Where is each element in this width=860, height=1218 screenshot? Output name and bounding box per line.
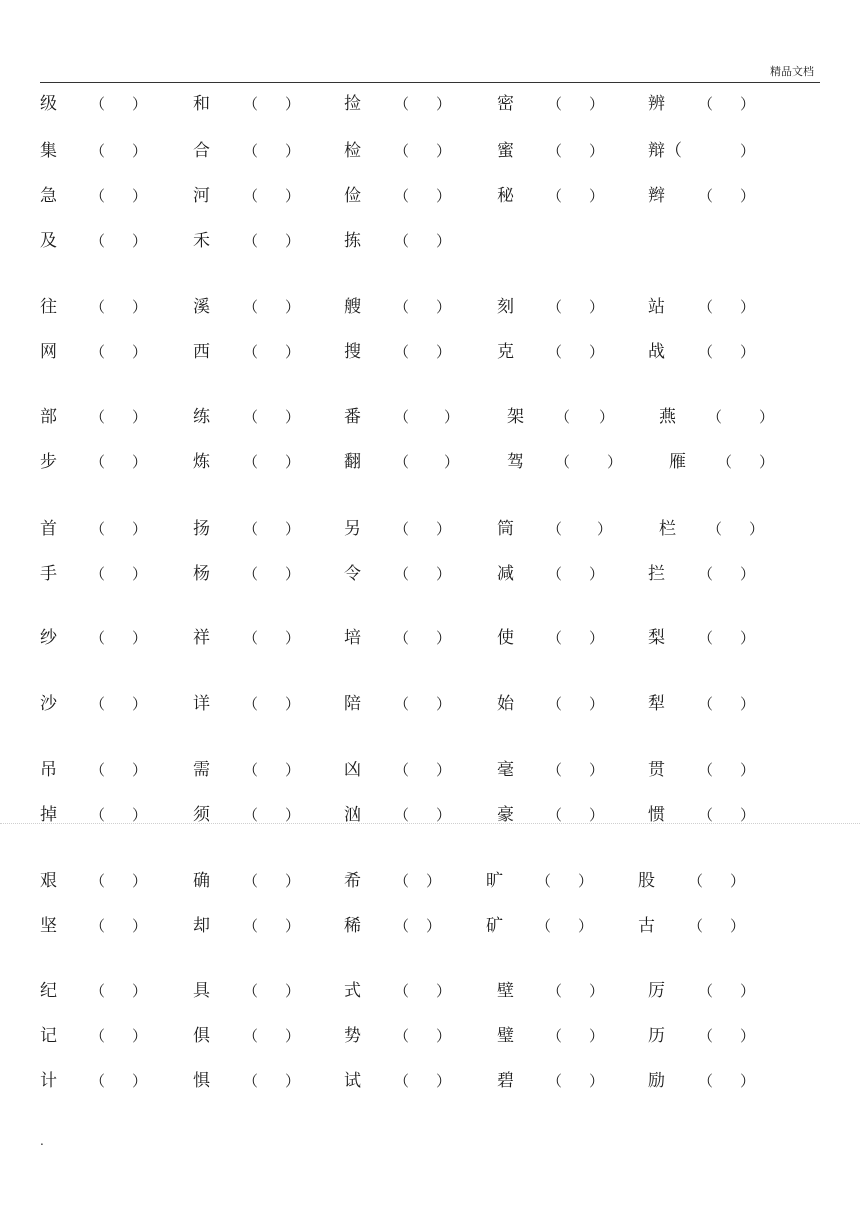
answer-blank-close: ） <box>749 520 765 538</box>
character-label: 筒 <box>497 519 514 539</box>
character-label: 需 <box>193 760 210 780</box>
answer-blank-open: （ <box>698 187 714 205</box>
answer-blank-open: （ <box>555 453 571 471</box>
character-label: 首 <box>40 519 57 539</box>
answer-blank-close: ） <box>436 298 452 316</box>
answer-blank-open: （ <box>243 408 259 426</box>
answer-blank-close: ） <box>132 629 148 647</box>
character-label: 历 <box>648 1026 665 1046</box>
answer-blank-open: （ <box>394 1072 410 1090</box>
answer-blank-open: （ <box>707 520 723 538</box>
answer-blank-open: （ <box>688 872 704 890</box>
answer-blank-close: ） <box>578 872 594 890</box>
character-label: 雁 <box>669 452 686 472</box>
answer-blank-close: ） <box>285 806 301 824</box>
answer-blank-open: （ <box>90 629 106 647</box>
answer-blank-close: ） <box>285 982 301 1000</box>
character-label: 惧 <box>193 1071 210 1091</box>
answer-blank-close: ） <box>285 917 301 935</box>
character-label: 梨 <box>648 628 665 648</box>
character-label: 战 <box>648 342 665 362</box>
character-label: 另 <box>344 519 361 539</box>
answer-blank-close: ） <box>759 408 775 426</box>
character-label: 稀 <box>344 916 361 936</box>
answer-blank-close: ） <box>436 343 452 361</box>
answer-blank-close: ） <box>740 565 756 583</box>
answer-blank-close: ） <box>285 298 301 316</box>
answer-blank-open: （ <box>698 1027 714 1045</box>
character-label: 翻 <box>344 452 361 472</box>
answer-blank-close: ） <box>132 232 148 250</box>
character-label: 令 <box>344 564 361 584</box>
answer-blank-close: ） <box>132 565 148 583</box>
answer-blank-open: （ <box>243 520 259 538</box>
answer-blank-close: ） <box>740 629 756 647</box>
answer-blank-close: ） <box>578 917 594 935</box>
answer-blank-open: （ <box>90 520 106 538</box>
character-label: 却 <box>193 916 210 936</box>
answer-blank-close: ） <box>285 142 301 160</box>
answer-blank-close: ） <box>740 298 756 316</box>
character-label: 沙 <box>40 694 57 714</box>
character-label: 璧 <box>497 1026 514 1046</box>
answer-blank-open: （ <box>547 343 563 361</box>
character-label: 拦 <box>648 564 665 584</box>
answer-blank-open: （ <box>90 453 106 471</box>
worksheet-row <box>0 869 860 893</box>
worksheet-row <box>0 914 860 938</box>
answer-blank-close: ） <box>589 982 605 1000</box>
answer-blank-open: （ <box>547 565 563 583</box>
worksheet-row <box>0 692 860 716</box>
character-label: 杨 <box>193 564 210 584</box>
answer-blank-close: ） <box>730 872 746 890</box>
answer-blank-open: （ <box>698 982 714 1000</box>
character-label: 艰 <box>40 871 57 891</box>
answer-blank-open: （ <box>90 408 106 426</box>
character-label: 架 <box>507 407 524 427</box>
answer-blank-close: ） <box>436 1027 452 1045</box>
answer-blank-open: （ <box>394 343 410 361</box>
character-label: 详 <box>193 694 210 714</box>
answer-blank-open: （ <box>90 142 106 160</box>
character-label: 须 <box>193 805 210 825</box>
character-label: 级 <box>40 94 57 114</box>
answer-blank-open: （ <box>717 453 733 471</box>
answer-blank-open: （ <box>698 343 714 361</box>
answer-blank-open: （ <box>90 917 106 935</box>
answer-blank-close: ） <box>740 95 756 113</box>
character-label: 网 <box>40 342 57 362</box>
answer-blank-close: ） <box>132 343 148 361</box>
answer-blank-open: （ <box>394 1027 410 1045</box>
answer-blank-close: ） <box>132 1027 148 1045</box>
answer-blank-close: ） <box>759 453 775 471</box>
answer-blank-close: ） <box>285 520 301 538</box>
answer-blank-close: ） <box>285 629 301 647</box>
header-label: 精品文档 <box>770 65 814 78</box>
answer-blank-close: ） <box>285 343 301 361</box>
answer-blank-open: （ <box>698 298 714 316</box>
answer-blank-close: ） <box>132 1072 148 1090</box>
character-label: 扬 <box>193 519 210 539</box>
character-label: 确 <box>193 871 210 891</box>
answer-blank-close: ） <box>436 1072 452 1090</box>
answer-blank-open: （ <box>547 1072 563 1090</box>
answer-blank-close: ） <box>436 695 452 713</box>
answer-blank-close: ） <box>589 343 605 361</box>
answer-blank-close: ） <box>132 761 148 779</box>
answer-blank-close: ） <box>730 917 746 935</box>
answer-blank-close: ） <box>589 629 605 647</box>
character-label: 部 <box>40 407 57 427</box>
answer-blank-close: ） <box>285 1072 301 1090</box>
answer-blank-open: （ <box>90 343 106 361</box>
character-label: 拣 <box>344 231 361 251</box>
character-label: 河 <box>193 186 210 206</box>
character-label: 急 <box>40 186 57 206</box>
answer-blank-open: （ <box>547 806 563 824</box>
answer-blank-close: ） <box>436 982 452 1000</box>
character-label: 密 <box>497 94 514 114</box>
answer-blank-close: ） <box>589 695 605 713</box>
answer-blank-open: （ <box>90 565 106 583</box>
answer-blank-open: （ <box>698 629 714 647</box>
answer-blank-open: （ <box>243 232 259 250</box>
answer-blank-close: ） <box>436 565 452 583</box>
character-label: 纪 <box>40 981 57 1001</box>
answer-blank-open: （ <box>394 695 410 713</box>
answer-blank-open: （ <box>688 917 704 935</box>
answer-blank-close: ） <box>589 298 605 316</box>
answer-blank-open: （ <box>243 187 259 205</box>
answer-blank-open: （ <box>394 806 410 824</box>
worksheet-row <box>0 450 860 474</box>
answer-blank-close: ） <box>285 565 301 583</box>
answer-blank-open: （ <box>90 95 106 113</box>
answer-blank-open: （ <box>243 453 259 471</box>
character-label: 栏 <box>659 519 676 539</box>
character-label: 减 <box>497 564 514 584</box>
character-label: 记 <box>40 1026 57 1046</box>
character-label: 汹 <box>344 805 361 825</box>
answer-blank-open: （ <box>394 187 410 205</box>
answer-blank-close: ） <box>132 872 148 890</box>
character-label: 吊 <box>40 760 57 780</box>
answer-blank-open: （ <box>698 1072 714 1090</box>
answer-blank-open: （ <box>547 187 563 205</box>
answer-blank-close: ） <box>740 806 756 824</box>
answer-blank-open: （ <box>394 298 410 316</box>
answer-blank-open: （ <box>547 520 563 538</box>
answer-blank-close: ） <box>132 917 148 935</box>
answer-blank-open: （ <box>90 232 106 250</box>
worksheet-row <box>0 405 860 429</box>
answer-blank-close: ） <box>436 629 452 647</box>
character-label: 掉 <box>40 805 57 825</box>
character-label: 合 <box>193 141 210 161</box>
character-label: 站 <box>648 297 665 317</box>
character-label: 式 <box>344 981 361 1001</box>
answer-blank-open: （ <box>394 520 410 538</box>
answer-blank-open: （ <box>243 695 259 713</box>
answer-blank-close: ） <box>132 453 148 471</box>
character-label: 始 <box>497 694 514 714</box>
character-label: 具 <box>193 981 210 1001</box>
worksheet-row <box>0 184 860 208</box>
character-label: 培 <box>344 628 361 648</box>
character-label: 检 <box>344 141 361 161</box>
character-label: 驾 <box>507 452 524 472</box>
character-label: 股 <box>638 871 655 891</box>
footer-mark: . <box>40 1134 44 1148</box>
answer-blank-close: ） <box>436 232 452 250</box>
answer-blank-open: （ <box>394 629 410 647</box>
character-label: 燕 <box>659 407 676 427</box>
character-label: 豪 <box>497 805 514 825</box>
answer-blank-open: （ <box>555 408 571 426</box>
answer-blank-open: （ <box>243 982 259 1000</box>
character-label: 矿 <box>486 916 503 936</box>
answer-blank-close: ） <box>589 761 605 779</box>
answer-blank-close: ） <box>426 872 442 890</box>
answer-blank-close: ） <box>589 187 605 205</box>
answer-blank-close: ） <box>132 982 148 1000</box>
answer-blank-open: （ <box>243 761 259 779</box>
answer-blank-close: ） <box>285 95 301 113</box>
answer-blank-close: ） <box>589 142 605 160</box>
answer-blank-open: （ <box>243 872 259 890</box>
answer-blank-close: ） <box>589 1072 605 1090</box>
character-label: 祥 <box>193 628 210 648</box>
character-label: 毫 <box>497 760 514 780</box>
answer-blank-open: （ <box>547 982 563 1000</box>
answer-blank-close: ） <box>444 453 460 471</box>
character-label: 辩（ <box>648 141 682 161</box>
answer-blank-close: ） <box>285 408 301 426</box>
character-label: 陪 <box>344 694 361 714</box>
answer-blank-close: ） <box>436 761 452 779</box>
character-label: 碧 <box>497 1071 514 1091</box>
answer-blank-close: ） <box>285 187 301 205</box>
worksheet-row <box>0 979 860 1003</box>
worksheet-row <box>0 229 860 253</box>
answer-blank-open: （ <box>394 982 410 1000</box>
answer-blank-open: （ <box>394 453 410 471</box>
answer-blank-open: （ <box>394 565 410 583</box>
answer-blank-open: （ <box>243 95 259 113</box>
answer-blank-open: （ <box>547 95 563 113</box>
answer-blank-open: （ <box>90 1072 106 1090</box>
answer-blank-open: （ <box>547 695 563 713</box>
answer-blank-open: （ <box>698 95 714 113</box>
worksheet-row <box>0 803 860 824</box>
answer-blank-open: （ <box>547 761 563 779</box>
character-label: 往 <box>40 297 57 317</box>
character-label: 克 <box>497 342 514 362</box>
character-label: 试 <box>344 1071 361 1091</box>
answer-blank-close: ） <box>132 806 148 824</box>
character-label: 犁 <box>648 694 665 714</box>
character-label: 番 <box>344 407 361 427</box>
character-label: 贯 <box>648 760 665 780</box>
answer-blank-close: ） <box>132 95 148 113</box>
character-label: 势 <box>344 1026 361 1046</box>
character-label: 俭 <box>344 186 361 206</box>
answer-blank-close: ） <box>285 232 301 250</box>
answer-blank-open: （ <box>394 872 410 890</box>
answer-blank-open: （ <box>698 761 714 779</box>
character-label: 西 <box>193 342 210 362</box>
character-label: 刻 <box>497 297 514 317</box>
answer-blank-open: （ <box>394 917 410 935</box>
answer-blank-open: （ <box>243 298 259 316</box>
character-label: 秘 <box>497 186 514 206</box>
answer-blank-open: （ <box>90 872 106 890</box>
character-label: 计 <box>40 1071 57 1091</box>
answer-blank-close: ） <box>436 187 452 205</box>
character-label: 旷 <box>486 871 503 891</box>
answer-blank-open: （ <box>547 629 563 647</box>
character-label: 手 <box>40 564 57 584</box>
answer-blank-open: （ <box>698 806 714 824</box>
answer-blank-close: ） <box>597 520 613 538</box>
answer-blank-close: ） <box>607 453 623 471</box>
answer-blank-open: （ <box>90 187 106 205</box>
character-label: 古 <box>638 916 655 936</box>
character-label: 使 <box>497 628 514 648</box>
answer-blank-close: ） <box>740 695 756 713</box>
answer-blank-close: ） <box>589 565 605 583</box>
answer-blank-close: ） <box>740 187 756 205</box>
answer-blank-close: ） <box>436 95 452 113</box>
character-label: 搜 <box>344 342 361 362</box>
answer-blank-open: （ <box>698 695 714 713</box>
answer-blank-close: ） <box>285 872 301 890</box>
worksheet-row <box>0 758 860 782</box>
answer-blank-close: ） <box>589 806 605 824</box>
answer-blank-close: ） <box>436 806 452 824</box>
answer-blank-close: ） <box>740 761 756 779</box>
answer-blank-open: （ <box>90 982 106 1000</box>
worksheet-row <box>0 562 860 586</box>
character-label: 溪 <box>193 297 210 317</box>
answer-blank-open: （ <box>547 298 563 316</box>
answer-blank-close: ） <box>599 408 615 426</box>
answer-blank-open: （ <box>394 232 410 250</box>
character-label: 步 <box>40 452 57 472</box>
character-label: 厉 <box>648 981 665 1001</box>
answer-blank-close: ） <box>132 187 148 205</box>
answer-blank-close: ） <box>132 142 148 160</box>
character-label: 辫 <box>648 186 665 206</box>
answer-blank-close: ） <box>132 520 148 538</box>
answer-blank-open: （ <box>707 408 723 426</box>
answer-blank-open: （ <box>90 1027 106 1045</box>
character-label: 练 <box>193 407 210 427</box>
answer-blank-open: （ <box>243 917 259 935</box>
answer-blank-close: ） <box>740 142 756 160</box>
character-label: 禾 <box>193 231 210 251</box>
answer-blank-close: ） <box>132 695 148 713</box>
character-label: 壁 <box>497 981 514 1001</box>
worksheet-row <box>0 517 860 541</box>
answer-blank-close: ） <box>740 343 756 361</box>
answer-blank-close: ） <box>740 1072 756 1090</box>
character-label: 惯 <box>648 805 665 825</box>
answer-blank-open: （ <box>243 629 259 647</box>
answer-blank-open: （ <box>243 1027 259 1045</box>
answer-blank-close: ） <box>444 408 460 426</box>
answer-blank-close: ） <box>740 982 756 1000</box>
answer-blank-open: （ <box>536 872 552 890</box>
answer-blank-close: ） <box>285 453 301 471</box>
character-label: 励 <box>648 1071 665 1091</box>
character-label: 艘 <box>344 297 361 317</box>
answer-blank-close: ） <box>436 142 452 160</box>
answer-blank-open: （ <box>243 142 259 160</box>
answer-blank-open: （ <box>536 917 552 935</box>
answer-blank-open: （ <box>90 298 106 316</box>
character-label: 希 <box>344 871 361 891</box>
worksheet-row <box>0 626 860 650</box>
answer-blank-open: （ <box>243 806 259 824</box>
answer-blank-open: （ <box>698 565 714 583</box>
answer-blank-open: （ <box>394 761 410 779</box>
character-label: 俱 <box>193 1026 210 1046</box>
character-label: 炼 <box>193 452 210 472</box>
answer-blank-close: ） <box>426 917 442 935</box>
answer-blank-close: ） <box>589 1027 605 1045</box>
worksheet-row <box>0 92 860 116</box>
character-label: 纱 <box>40 628 57 648</box>
answer-blank-open: （ <box>243 343 259 361</box>
answer-blank-close: ） <box>132 408 148 426</box>
worksheet-row <box>0 1024 860 1048</box>
answer-blank-open: （ <box>90 806 106 824</box>
answer-blank-close: ） <box>285 695 301 713</box>
character-label: 坚 <box>40 916 57 936</box>
answer-blank-close: ） <box>589 95 605 113</box>
answer-blank-open: （ <box>243 1072 259 1090</box>
answer-blank-open: （ <box>394 408 410 426</box>
answer-blank-open: （ <box>243 565 259 583</box>
worksheet-row <box>0 139 860 163</box>
character-label: 凶 <box>344 760 361 780</box>
answer-blank-open: （ <box>90 761 106 779</box>
character-label: 蜜 <box>497 141 514 161</box>
worksheet-row <box>0 340 860 364</box>
answer-blank-close: ） <box>285 761 301 779</box>
answer-blank-open: （ <box>90 695 106 713</box>
character-label: 集 <box>40 141 57 161</box>
answer-blank-close: ） <box>285 1027 301 1045</box>
character-label: 捡 <box>344 94 361 114</box>
answer-blank-open: （ <box>394 142 410 160</box>
answer-blank-open: （ <box>547 142 563 160</box>
answer-blank-open: （ <box>394 95 410 113</box>
character-label: 和 <box>193 94 210 114</box>
answer-blank-close: ） <box>436 520 452 538</box>
answer-blank-open: （ <box>547 1027 563 1045</box>
character-label: 及 <box>40 231 57 251</box>
character-label: 辨 <box>648 94 665 114</box>
answer-blank-close: ） <box>132 298 148 316</box>
answer-blank-close: ） <box>740 1027 756 1045</box>
worksheet-row <box>0 295 860 319</box>
worksheet-row <box>0 1069 860 1093</box>
